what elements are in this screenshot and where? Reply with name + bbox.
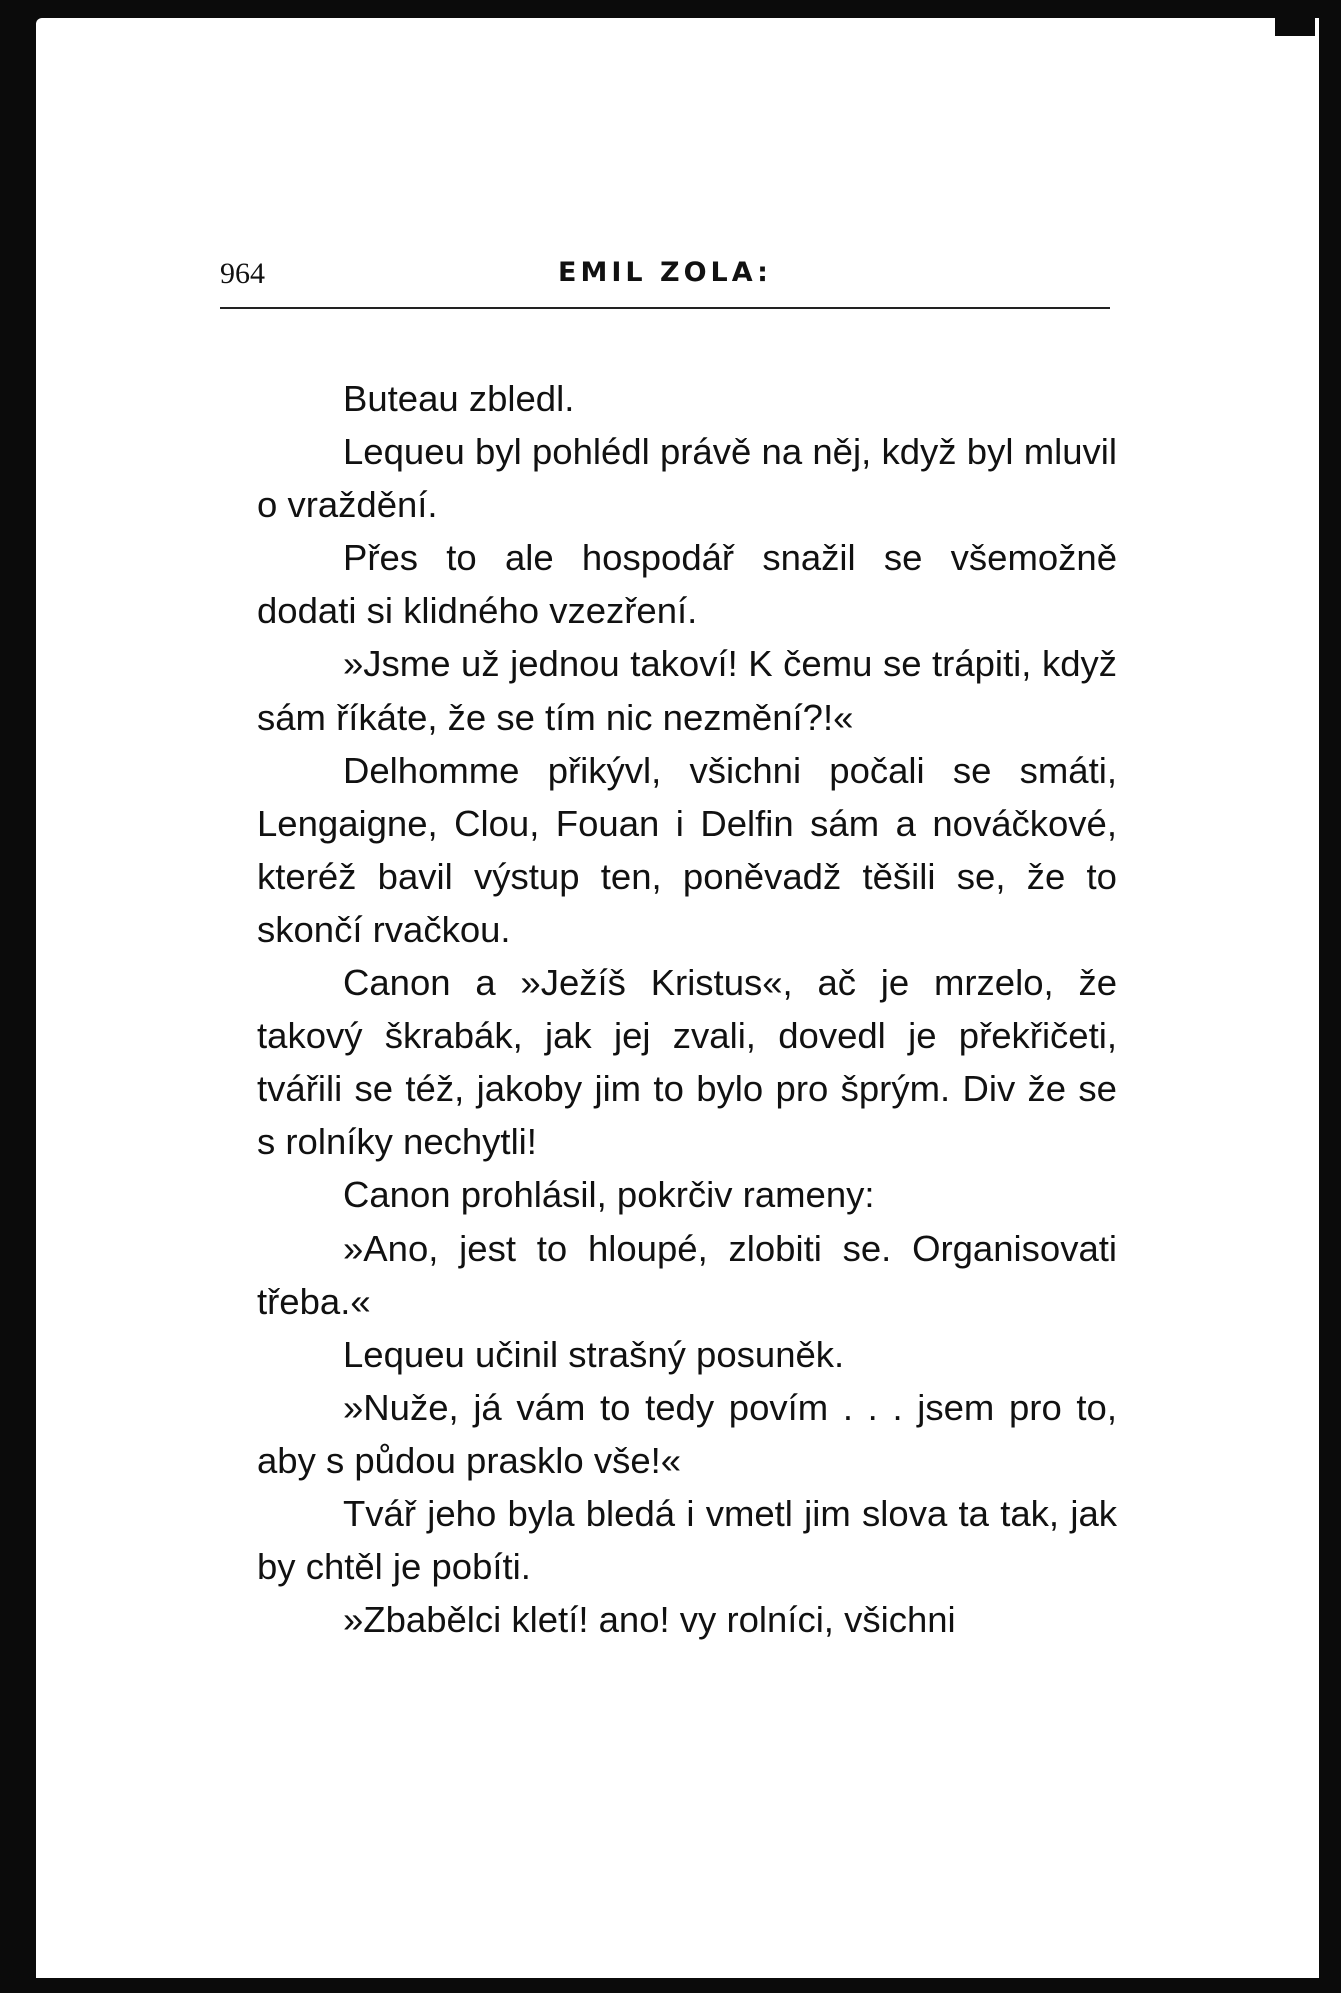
paragraph: Canon a »Ježíš Kristus«, ač je mrzelo, že takový škrabák, jak jej zvali, dovedl je překřičeti, tvářili se též, jakoby jim to bylo pro šprým. Div že se s rolníky nechytli! [257,962,1117,1163]
paragraph: Canon prohlásil, pokrčiv rameny: [343,1174,875,1216]
paragraph: Delhomme přikývl, všichni počali se smáti, Lengaigne, Clou, Fouan i Delfin sám a nováčkové, kteréž bavil výstup ten, poněvadž těšili se, že to skončí rvačkou. [257,749,1117,950]
paragraph: Lequeu byl pohlédl právě na něj, když byl mluvil o vraždění. [257,431,1117,526]
paragraph: Buteau zbledl. [343,378,575,419]
header-rule [220,307,1110,309]
paragraph: »Nuže, já vám to tedy povím . . . jsem pro to, aby s půdou prasklo vše!« [257,1386,1117,1481]
page-number: 964 [220,257,265,290]
body-text [257,372,1117,1646]
running-title: EMIL ZOLA: [558,257,772,288]
page-header [220,257,1110,297]
scan-edge [1275,18,1315,36]
paragraph: »Jsme už jednou takoví! K čemu se trápiti, když sám říkáte, že se tím nic nezmění?!« [257,643,1117,738]
paragraph: »Zbabělci kletí! ano! vy rolníci, všichni [343,1599,956,1641]
paragraph: Tvář jeho byla bledá i vmetl jim slova ta tak, jak by chtěl je pobíti. [257,1492,1117,1588]
paragraph: Přes to ale hospodář snažil se všemožně dodati si klidného vzezření. [257,537,1117,632]
paragraph: Lequeu učinil strašný posuněk. [343,1333,845,1375]
paragraph: »Ano, jest to hloupé, zlobiti se. Organisovati třeba.« [257,1227,1117,1322]
